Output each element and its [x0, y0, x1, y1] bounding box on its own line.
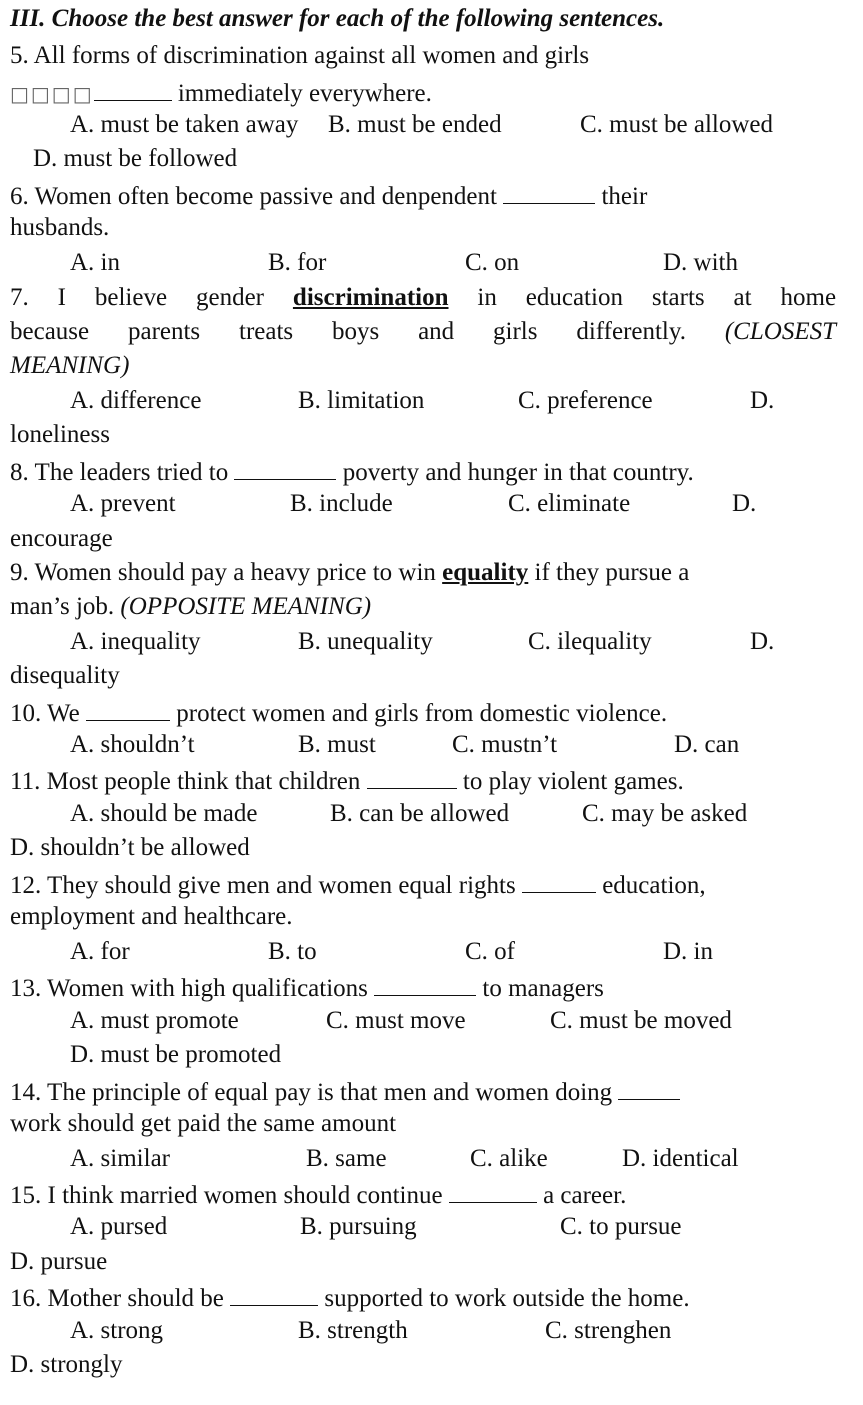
q11-option-a[interactable]: A. should be made: [70, 800, 258, 827]
q5-option-a[interactable]: A. must be taken away: [70, 111, 299, 138]
q8-option-a[interactable]: A. prevent: [70, 490, 176, 517]
question-7-line-1: 7. I believe gender discrimination in education starts at home: [10, 284, 837, 311]
answer-blank[interactable]: [94, 76, 172, 101]
question-8-line-1: 8. The leaders tried to poverty and hunger in that country.: [10, 455, 694, 488]
question-10-line-1: 10. We protect women and girls from domestic violence.: [10, 696, 667, 729]
answer-blank[interactable]: [522, 868, 596, 893]
q13-option-c[interactable]: C. must be moved: [550, 1007, 732, 1034]
question-6-line-2: husbands.: [10, 214, 110, 241]
q12-option-d[interactable]: D. in: [663, 938, 713, 965]
question-14-line-1: 14. The principle of equal pay is that men and women doing: [10, 1075, 680, 1108]
question-16-line-1: 16. Mother should be supported to work outside the home.: [10, 1281, 690, 1314]
answer-blank[interactable]: [234, 455, 336, 480]
q16-option-c[interactable]: C. strenghen: [545, 1317, 672, 1344]
q14-option-b[interactable]: B. same: [306, 1145, 387, 1172]
q13-option-a[interactable]: A. must promote: [70, 1007, 239, 1034]
question-5-line-2: □□□□ immediately everywhere.: [10, 76, 432, 109]
answer-blank[interactable]: [618, 1075, 680, 1100]
question-12-line-2: employment and healthcare.: [10, 903, 293, 930]
q5-option-b[interactable]: B. must be ended: [328, 111, 502, 138]
q14-option-c[interactable]: C. alike: [470, 1145, 548, 1172]
question-9-line-2: man’s job. (OPPOSITE MEANING): [10, 593, 372, 620]
q12-option-a[interactable]: A. for: [70, 938, 130, 965]
q8-option-d[interactable]: D.: [732, 490, 757, 517]
question-7-line-3: MEANING): [10, 352, 130, 379]
q6-option-d[interactable]: D. with: [663, 249, 738, 276]
question-5-line-1: 5. All forms of discrimination against all women and girls: [10, 42, 590, 69]
question-6-line-1: 6. Women often become passive and denpendent their: [10, 179, 647, 212]
question-14-line-2: work should get paid the same amount: [10, 1110, 397, 1137]
q9-option-c[interactable]: C. ilequality: [528, 628, 652, 655]
q12-option-c[interactable]: C. of: [465, 938, 515, 965]
q13-option-d[interactable]: D. must be promoted: [70, 1041, 282, 1068]
answer-blank[interactable]: [503, 179, 595, 204]
q10-option-b[interactable]: B. must: [298, 731, 376, 758]
q5-option-c[interactable]: C. must be allowed: [580, 111, 774, 138]
q15-option-b[interactable]: B. pursuing: [300, 1213, 417, 1240]
q14-option-d[interactable]: D. identical: [622, 1145, 739, 1172]
q13-option-b[interactable]: C. must move: [326, 1007, 466, 1034]
q10-option-a[interactable]: A. shouldn’t: [70, 731, 195, 758]
q9-option-d[interactable]: D.: [750, 628, 775, 655]
question-5-missing-glyphs: □□□□: [10, 82, 94, 106]
q9-option-a[interactable]: A. inequality: [70, 628, 201, 655]
q8-option-b[interactable]: B. include: [290, 490, 393, 517]
q11-option-c[interactable]: C. may be asked: [582, 800, 748, 827]
answer-blank[interactable]: [86, 696, 170, 721]
q8-option-c[interactable]: C. eliminate: [508, 490, 631, 517]
q8-option-d-continued[interactable]: encourage: [10, 525, 113, 552]
q10-option-d[interactable]: D. can: [674, 731, 740, 758]
q9-option-d-continued[interactable]: disequality: [10, 662, 120, 689]
q6-option-c[interactable]: C. on: [465, 249, 520, 276]
q6-option-a[interactable]: A. in: [70, 249, 120, 276]
q5-option-d[interactable]: D. must be followed: [33, 145, 238, 172]
q14-option-a[interactable]: A. similar: [70, 1145, 170, 1172]
answer-blank[interactable]: [374, 971, 476, 996]
question-7-line-2: because parents treats boys and girls differently. (CLOSEST: [10, 318, 836, 345]
q7-option-d[interactable]: D.: [750, 387, 775, 414]
question-12-line-1: 12. They should give men and women equal rights education,: [10, 868, 706, 901]
q9-option-b[interactable]: B. unequality: [298, 628, 433, 655]
answer-blank[interactable]: [367, 764, 457, 789]
q6-option-b[interactable]: B. for: [268, 249, 327, 276]
q15-option-c[interactable]: C. to pursue: [560, 1213, 682, 1240]
q15-option-d[interactable]: D. pursue: [10, 1248, 108, 1275]
question-11-line-1: 11. Most people think that children to play violent games.: [10, 764, 684, 797]
q7-option-d-continued[interactable]: loneliness: [10, 421, 110, 448]
keyword-equality: equality: [442, 559, 529, 586]
q12-option-b[interactable]: B. to: [268, 938, 317, 965]
q16-option-b[interactable]: B. strength: [298, 1317, 408, 1344]
question-9-line-1: 9. Women should pay a heavy price to win equality if they pursue a: [10, 559, 690, 586]
section-header: III. Choose the best answer for each of the following sentences.: [10, 5, 665, 32]
q16-option-a[interactable]: A. strong: [70, 1317, 164, 1344]
question-13-line-1: 13. Women with high qualifications to managers: [10, 971, 604, 1004]
q7-option-a[interactable]: A. difference: [70, 387, 202, 414]
q10-option-c[interactable]: C. mustn’t: [452, 731, 558, 758]
answer-blank[interactable]: [230, 1281, 318, 1306]
q7-option-c[interactable]: C. preference: [518, 387, 653, 414]
q15-option-a[interactable]: A. pursed: [70, 1213, 168, 1240]
keyword-discrimination: discrimination: [292, 284, 449, 311]
q11-option-b[interactable]: B. can be allowed: [330, 800, 510, 827]
q16-option-d[interactable]: D. strongly: [10, 1351, 123, 1378]
q11-option-d[interactable]: D. shouldn’t be allowed: [10, 834, 250, 861]
answer-blank[interactable]: [449, 1178, 537, 1203]
q7-option-b[interactable]: B. limitation: [298, 387, 425, 414]
question-15-line-1: 15. I think married women should continue a career.: [10, 1178, 626, 1211]
